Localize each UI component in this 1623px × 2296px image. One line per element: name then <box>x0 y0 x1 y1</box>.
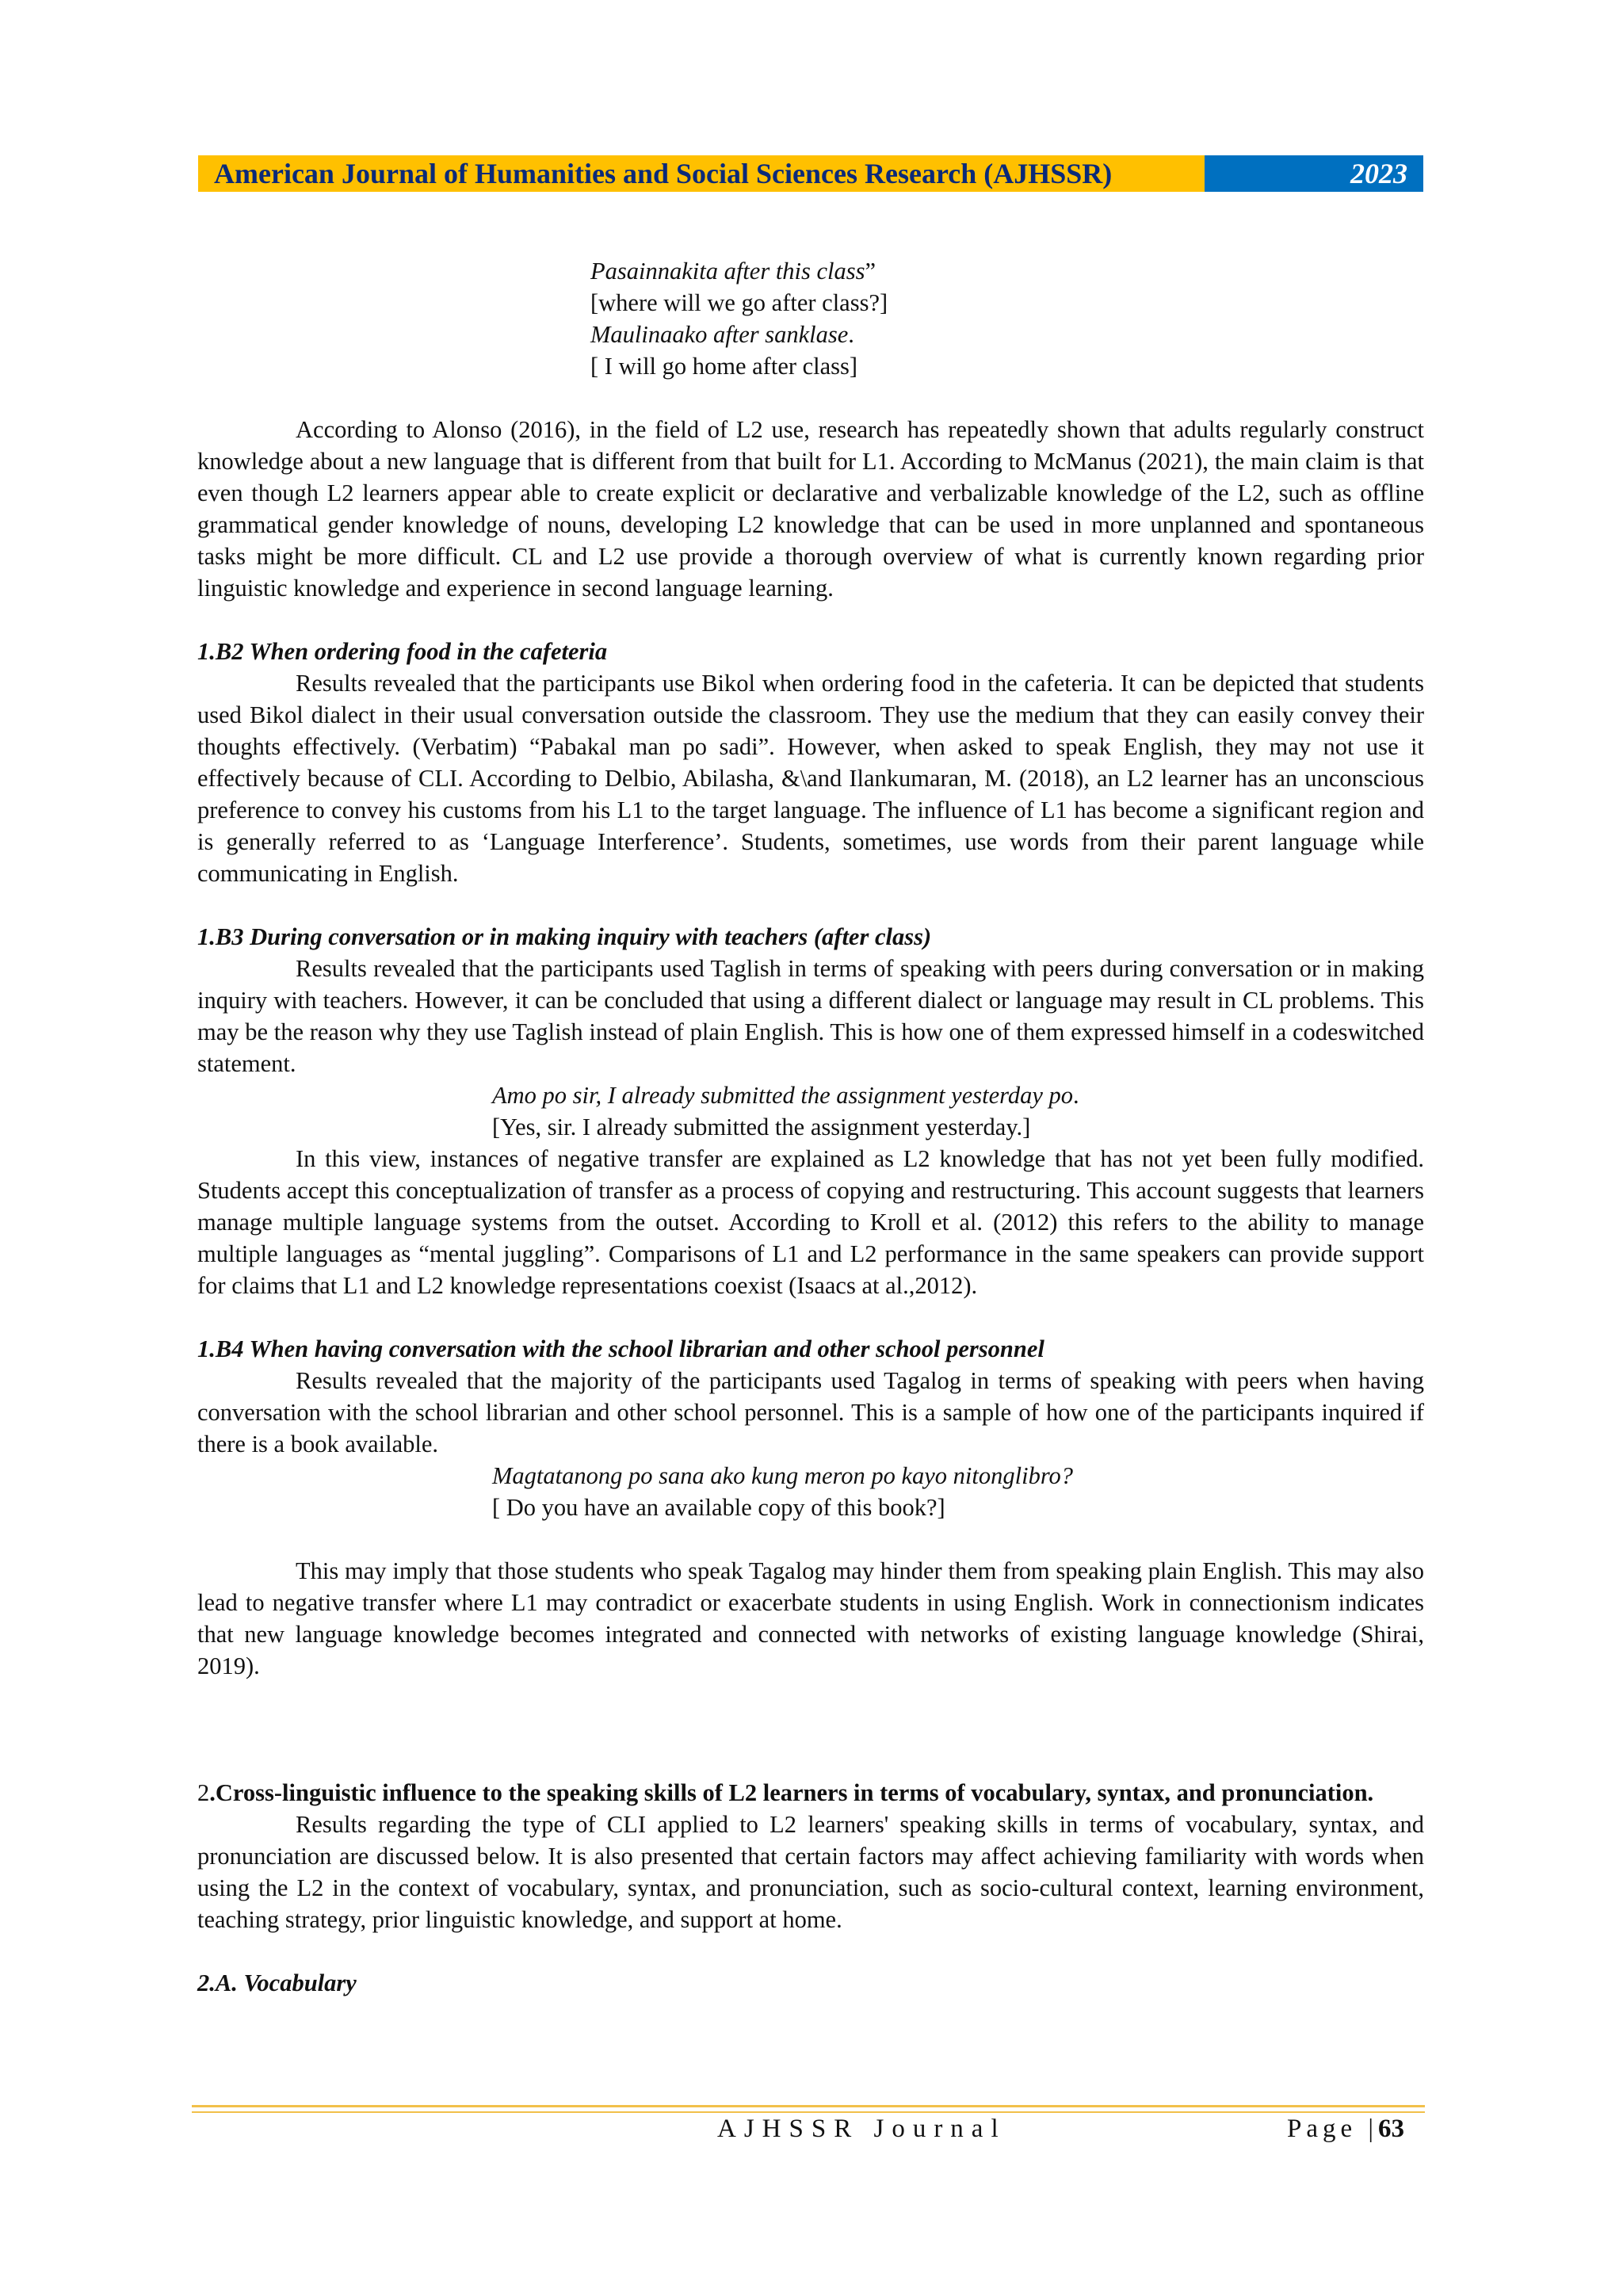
section-heading-b4: 1.B4 When having conversation with the school librarian and other school personnel <box>197 1335 1044 1362</box>
subsection-heading-vocabulary: 2.A. Vocabulary <box>197 1969 357 1996</box>
paragraph-b4: Results revealed that the majority of the participants used Tagalog in terms of speaking with peers when having conversation with the school librarian and other school personnel. This is a sample of how one of the participants inquired if there is a book available. <box>197 1367 1424 1457</box>
paragraph-b2: Results revealed that the participants use Bikol when ordering food in the cafeteria. It can be depicted that students used Bikol dialect in their usual conversation outside the classroom. They use the medium that they can easily convey their thoughts effectively. (Verbatim) “Pabakal man po sadi”. However, when asked to speak English, they may not use it effectively because of CLI. According to Delbio, Abilasha, &\and Ilankumaran, M. (2018), an L2 learner has an unconscious preference to convey his customs from his L1 to the target language. The influence of L1 has become a significant region and is generally referred to as ‘Language Interference’. Students, sometimes, use words from their parent language while communicating in English. <box>197 670 1424 887</box>
quote-block-2 <box>492 1079 1424 1143</box>
paragraph-section-2: Results regarding the type of CLI applied to L2 learners' speaking skills in terms of vocabulary, syntax, and pronunciation are discussed below. It is also presented that certain factors may affect achieving familiarity with words when using the L2 in the context of vocabulary, syntax, and pronunciation, such as socio-cultural context, learning environment, teaching strategy, prior linguistic knowledge, and support at home. <box>197 1811 1424 1933</box>
paragraph-alonso: According to Alonso (2016), in the field of L2 use, research has repeatedly shown that adults regularly construct knowledge about a new language that is different from that built for L1. According to McManus (2021), the main claim is that even though L2 learners appear able to create explicit or declarative and verbalizable knowledge of the L2, such as offline grammatical gender knowledge of nouns, developing L2 knowledge that can be used in more unplanned and spontaneous tasks might be more difficult. CL and L2 use provide a thorough overview of what is currently known regarding prior linguistic knowledge and experience in second language learning. <box>197 416 1424 602</box>
paragraph-b4-implication: This may imply that those students who speak Tagalog may hinder them from speaking plain English. This may also lead to negative transfer where L1 may contradict or exacerbate students in using English. Work in connectionism indicates that new language knowledge becomes integrated and connected with networks of existing language knowledge (Shirai, 2019). <box>197 1557 1424 1679</box>
quote-line: [where will we go after class?] <box>590 289 888 316</box>
section-heading-2: 2.Cross-linguistic influence to the speaking skills of L2 learners in terms of vocabulary, syntax, and pronunciation. <box>197 1779 1374 1806</box>
quote-line: Magtatanong po sana ako kung meron po kayo nitonglibro? <box>492 1462 1074 1489</box>
quote-line: Amo po sir, I already submitted the assignment yesterday po. <box>492 1082 1079 1109</box>
journal-title: American Journal of Humanities and Social Sciences Research (AJHSSR) <box>198 155 1205 192</box>
page-body <box>197 255 1424 1999</box>
quote-block-3 <box>492 1460 1424 1523</box>
quote-line: Maulinaako after sanklase. <box>590 321 854 348</box>
journal-year: 2023 <box>1205 155 1423 192</box>
section-heading-b2: 1.B2 When ordering food in the cafeteria <box>197 638 608 665</box>
journal-header <box>198 155 1423 192</box>
quote-translation: [Yes, sir. I already submitted the assignment yesterday.] <box>492 1114 1031 1140</box>
section-heading-b3: 1.B3 During conversation or in making inquiry with teachers (after class) <box>197 923 932 950</box>
paragraph-b3-transfer: In this view, instances of negative transfer are explained as L2 knowledge that has not yet been fully modified. Students accept this conceptualization of transfer as a process of copying and restructuring. This account suggests that learners manage multiple language systems from the outset. According to Kroll et al. (2012) this refers to the ability to manage multiple languages as “mental juggling”. Comparisons of L1 and L2 performance in the same speakers can provide support for claims that L1 and L2 knowledge representations coexist (Isaacs at al.,2012). <box>197 1145 1424 1299</box>
footer-journal: AJHSSR Journal <box>717 2115 1006 2143</box>
quote-line: [ I will go home after class] <box>590 353 858 380</box>
quote-translation: [ Do you have an available copy of this book?] <box>492 1494 945 1521</box>
page-number: Page |63 <box>1287 2115 1405 2143</box>
quote-line: Pasainnakita after this class” <box>590 258 876 285</box>
quote-block-1 <box>590 255 1424 382</box>
paragraph-b3: Results revealed that the participants used Taglish in terms of speaking with peers during conversation or in making inquiry with teachers. However, it can be concluded that using a different dialect or language may result in CL problems. This may be the reason why they use Taglish instead of plain English. This is how one of them expressed himself in a codeswitched statement. <box>197 955 1424 1077</box>
